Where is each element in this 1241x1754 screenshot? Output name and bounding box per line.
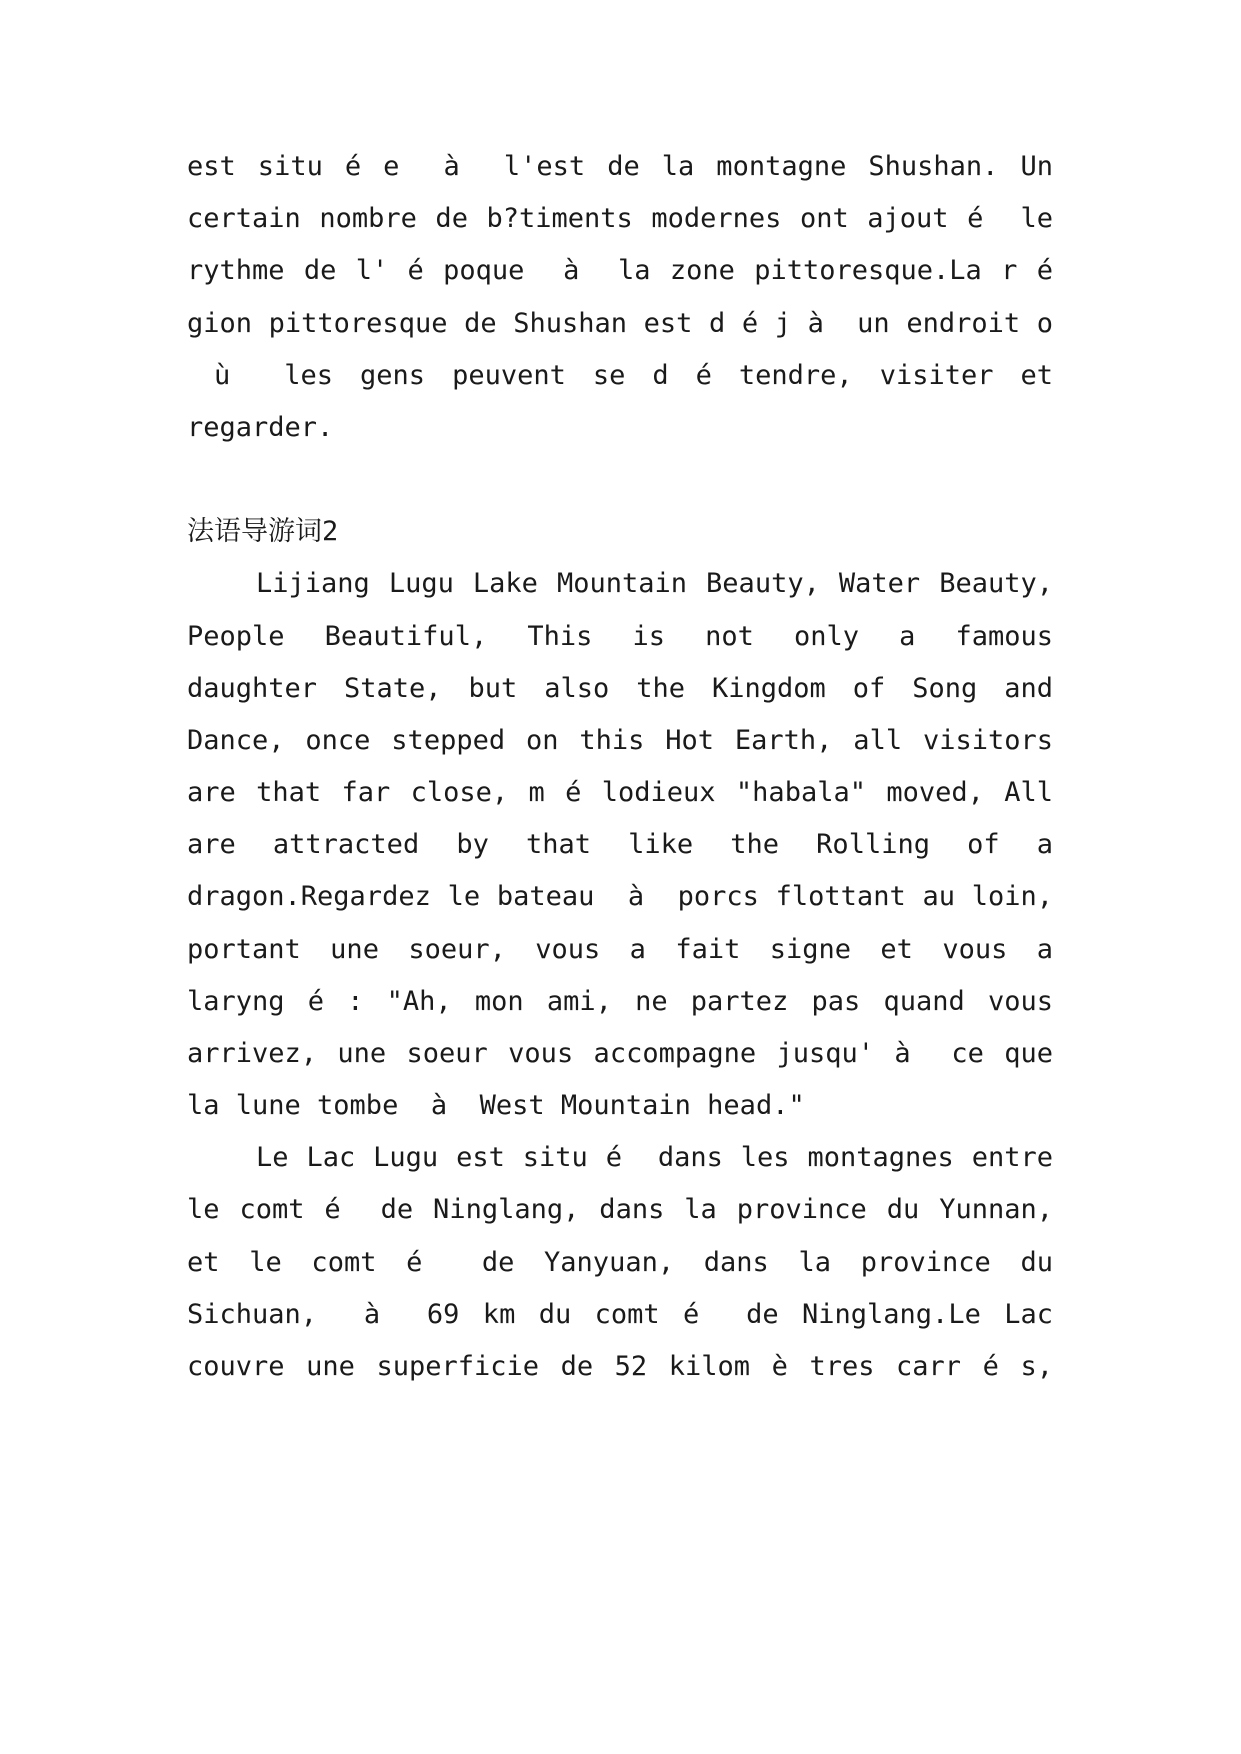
paragraph-2-line-5: are that far close, m é lodieux "habala" moved, All — [187, 777, 1053, 808]
paragraph-1-line-4: gion pittoresque de Shushan est d é j à un endroit o — [187, 308, 1053, 339]
paragraph-1-line-2: certain nombre de b?timents modernes ont ajout é le — [187, 203, 1053, 234]
paragraph-2-line-7: dragon.Regardez le bateau à porcs flottant au loin, — [187, 881, 1053, 912]
paragraph-3-line-3: et le comt é de Yanyuan, dans la province du — [187, 1247, 1053, 1278]
paragraph-1-line-5: ù les gens peuvent se d é tendre, visiter et — [187, 360, 1053, 391]
paragraph-2-line-10: arrivez, une soeur vous accompagne jusqu' à ce que — [187, 1038, 1053, 1069]
paragraph-3-line-1: Le Lac Lugu est situ é dans les montagnes entre — [256, 1142, 1053, 1173]
paragraph-2-line-11: la lune tombe à West Mountain head." — [187, 1090, 805, 1121]
section-heading: 法语导游词2 — [187, 516, 339, 547]
paragraph-3-line-2: le comt é de Ninglang, dans la province du Yunnan, — [187, 1194, 1053, 1225]
paragraph-1-line-3: rythme de l' é poque à la zone pittoresque.La r é — [187, 255, 1053, 286]
paragraph-2-line-9: laryng é : "Ah, mon ami, ne partez pas quand vous — [187, 986, 1053, 1017]
paragraph-2-line-3: daughter State, but also the Kingdom of Song and — [187, 673, 1053, 704]
paragraph-2-line-6: are attracted by that like the Rolling of a — [187, 829, 1053, 860]
paragraph-2-line-2: People Beautiful, This is not only a famous — [187, 621, 1053, 652]
paragraph-3-line-5: couvre une superficie de 52 kilom è tres carr é s, — [187, 1351, 1053, 1382]
paragraph-1-line-6: regarder. — [187, 412, 334, 443]
paragraph-2-line-1: Lijiang Lugu Lake Mountain Beauty, Water Beauty, — [256, 568, 1053, 599]
paragraph-1-line-1: est situ é e à l'est de la montagne Shushan. Un — [187, 151, 1053, 182]
paragraph-3-line-4: Sichuan, à 69 km du comt é de Ninglang.Le Lac — [187, 1299, 1053, 1330]
paragraph-2-line-4: Dance, once stepped on this Hot Earth, all visitors — [187, 725, 1053, 756]
paragraph-2-line-8: portant une soeur, vous a fait signe et vous a — [187, 934, 1053, 965]
